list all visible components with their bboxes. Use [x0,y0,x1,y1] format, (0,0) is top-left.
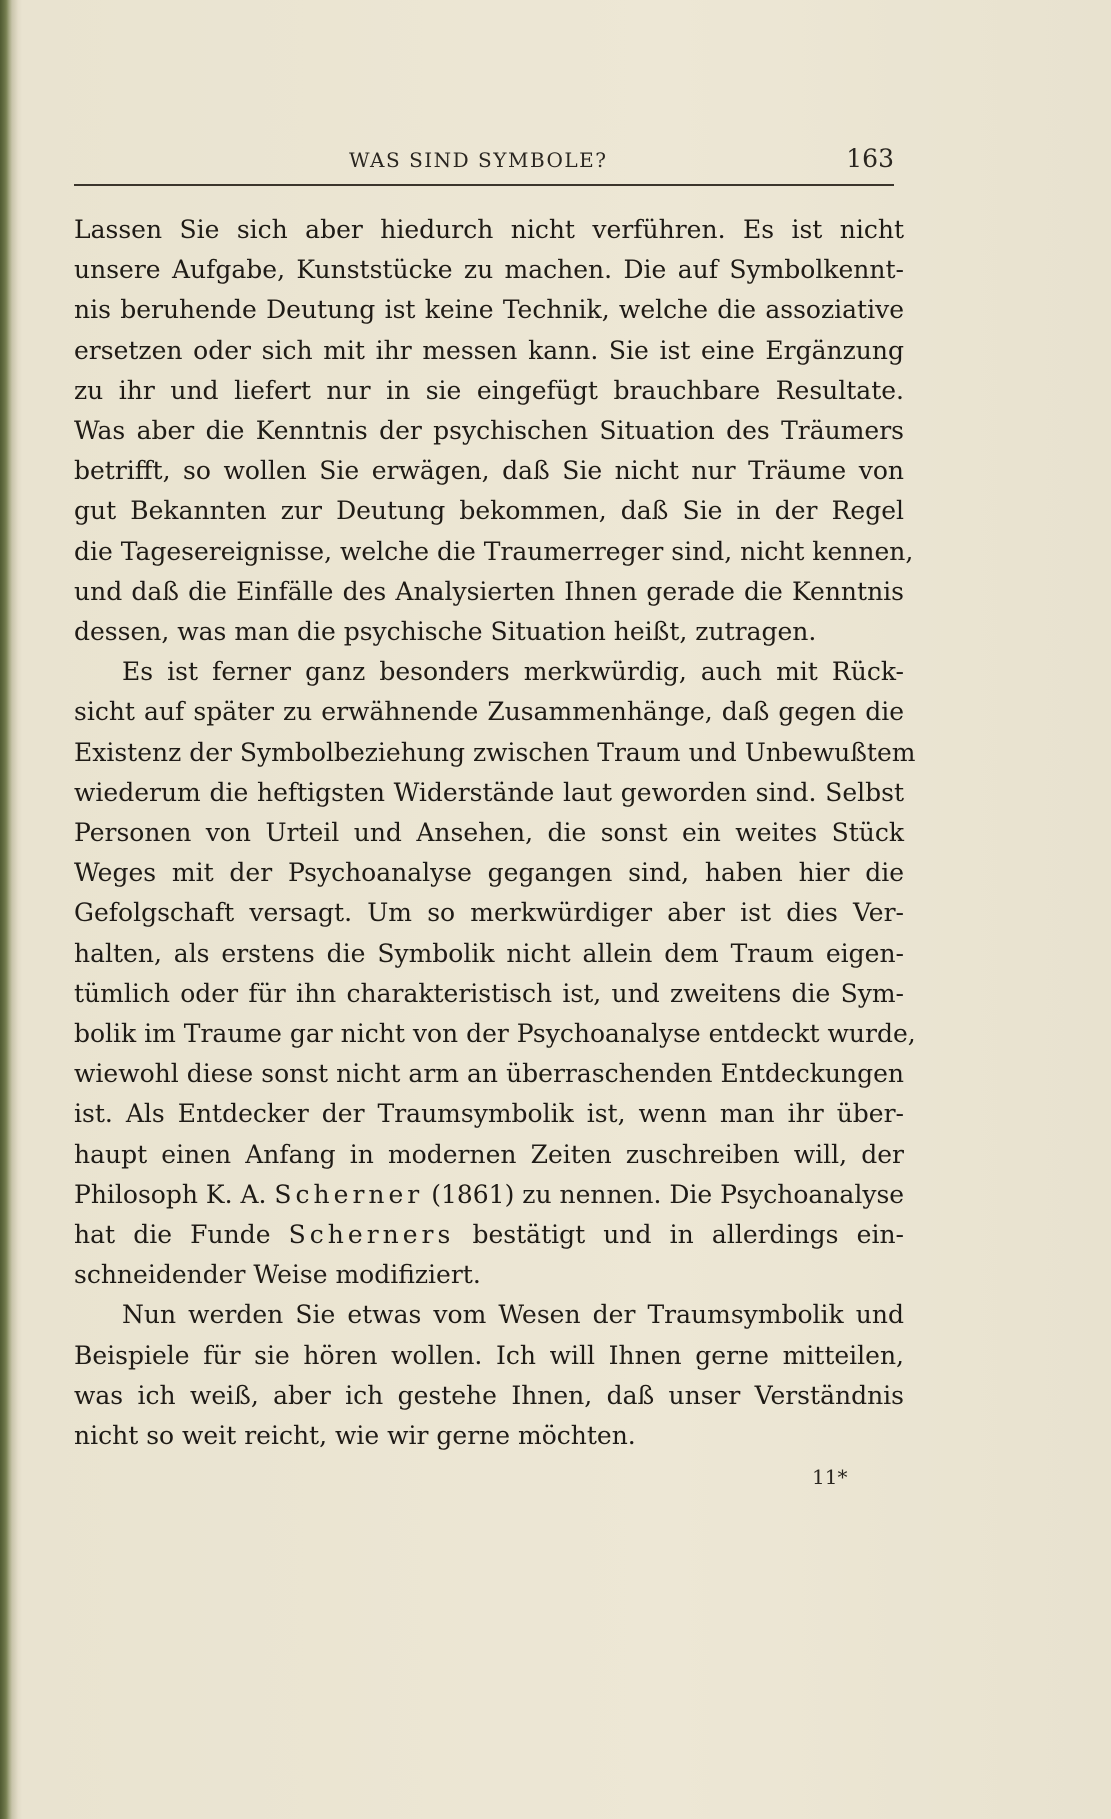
text-line: nicht so weit reicht, wie wir gerne möchten. [74,1421,636,1451]
text-line: Existenz der Symbolbeziehung zwischen Traum und Unbewußtem [74,737,916,767]
book-spine-edge [0,0,18,1819]
paragraph-2 [74,652,916,1295]
text-line: gut Bekannten zur Deutung bekommen, daß Sie in der Regel [74,496,904,526]
text-line: unsere Aufgabe, Kunststücke zu machen. Die auf Symbolkennt- [74,255,904,285]
page-number: 163 [846,144,894,173]
text-line: betrifft, so wollen Sie erwägen, daß Sie nicht nur Träume von [74,456,904,486]
author-name-spaced: Scherner [274,1179,424,1209]
text-line: bolik im Traume gar nicht von der Psychoanalyse entdeckt wurde, [74,1019,916,1049]
text-fragment: Philosoph K. A. [74,1179,267,1209]
body-text [74,210,916,1456]
paragraph-3 [74,1295,904,1456]
author-name-spaced: Scherners [288,1220,455,1250]
text-line: Personen von Urteil und Ansehen, die sonst ein weites Stück [74,818,904,848]
text-line: die Tagesereignisse, welche die Traumerreger sind, nicht kennen, [74,536,914,566]
header-rule [74,184,894,186]
text-line: und daß die Einfälle des Analysierten Ihnen gerade die Kenntnis [74,576,904,606]
text-line: wiewohl diese sonst nicht arm an überraschenden Entdeckungen [74,1059,904,1089]
text-line: ersetzen oder sich mit ihr messen kann. Sie ist eine Ergänzung [74,335,904,365]
text-line: wiederum die heftigsten Widerstände laut geworden sind. Selbst [74,777,904,807]
text-line: sicht auf später zu erwähnende Zusammenhänge, daß gegen die [74,697,904,727]
text-line: Weges mit der Psychoanalyse gegangen sind, haben hier die [74,858,904,888]
text-line: dessen, was man die psychische Situation heißt, zutragen. [74,617,817,647]
text-line: Es ist ferner ganz besonders merkwürdig, auch mit Rück- [122,657,904,687]
text-line: Was aber die Kenntnis der psychischen Situation des Träumers [74,416,904,446]
text-line-with-name [74,1215,904,1255]
signature-mark: 11* [812,1465,848,1489]
text-fragment: (1861) zu nennen. Die Psychoanalyse [431,1179,905,1209]
text-fragment: hat die Funde [74,1220,271,1250]
text-line: schneidender Weise modifiziert. [74,1260,481,1290]
text-line: nis beruhende Deutung ist keine Technik, welche die assoziative [74,295,904,325]
text-line-with-name [74,1175,904,1215]
text-line: Nun werden Sie etwas vom Wesen der Traumsymbolik und [122,1300,904,1330]
text-line: zu ihr und liefert nur in sie eingefügt brauchbare Resultate. [74,375,904,405]
text-fragment: bestätigt und in allerdings ein- [472,1220,904,1250]
running-title: WAS SIND SYMBOLE? [349,148,608,172]
text-line: haupt einen Anfang in modernen Zeiten zuschreiben will, der [74,1139,904,1169]
text-line: halten, als erstens die Symbolik nicht allein dem Traum eigen- [74,938,904,968]
text-line: Beispiele für sie hören wollen. Ich will Ihnen gerne mitteilen, [74,1340,904,1370]
paragraph-1 [74,210,914,652]
text-line: ist. Als Entdecker der Traumsymbolik ist, wenn man ihr über- [74,1099,904,1129]
text-line: was ich weiß, aber ich gestehe Ihnen, daß unser Verständnis [74,1380,904,1410]
text-line: Gefolgschaft versagt. Um so merkwürdiger aber ist dies Ver- [74,898,904,928]
running-head [74,144,894,184]
text-line: tümlich oder für ihn charakteristisch ist, und zweitens die Sym- [74,978,904,1008]
text-line: Lassen Sie sich aber hiedurch nicht verführen. Es ist nicht [74,215,904,244]
